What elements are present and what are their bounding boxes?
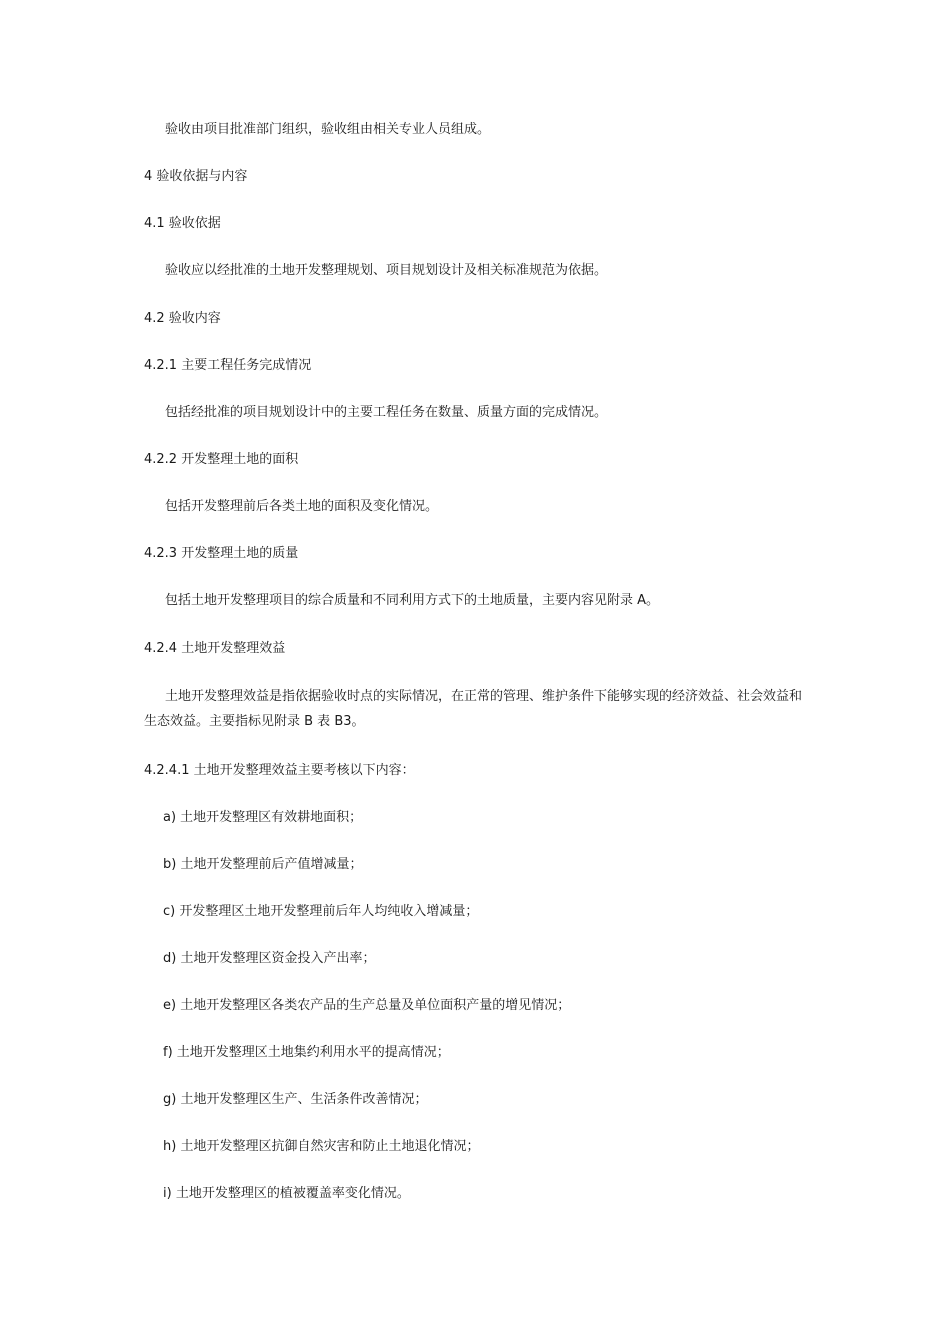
section-4-2-4-heading: 4.2.4 土地开发整理效益 xyxy=(144,641,286,656)
list-item-f: f) 土地开发整理区土地集约利用水平的提高情况； xyxy=(163,1045,450,1060)
list-item-e: e) 土地开发整理区各类农产品的生产总量及单位面积产量的增见情况； xyxy=(163,998,571,1013)
section-4-2-1-heading: 4.2.1 主要工程任务完成情况 xyxy=(144,358,312,373)
section-4-2-heading: 4.2 验收内容 xyxy=(144,311,221,326)
list-item-g: g) 土地开发整理区生产、生活条件改善情况； xyxy=(163,1092,428,1107)
intro-paragraph: 验收由项目批准部门组织，验收组由相关专业人员组成。 xyxy=(165,122,491,137)
section-4-2-4-paragraph: 土地开发整理效益是指依据验收时点的实际情况，在正常的管理、维护条件下能够实现的经济效益、社会效益和生态效益。主要指标见附录 B 表 B3。 xyxy=(144,689,803,729)
section-4-heading: 4 验收依据与内容 xyxy=(144,169,248,184)
list-item-a: a) 土地开发整理区有效耕地面积； xyxy=(163,810,363,825)
section-4-2-3-paragraph: 包括土地开发整理项目的综合质量和不同利用方式下的土地质量，主要内容见附录 A。 xyxy=(165,593,660,608)
section-4-2-3-heading: 4.2.3 开发整理土地的质量 xyxy=(144,546,299,561)
section-4-2-2-heading: 4.2.2 开发整理土地的面积 xyxy=(144,452,299,467)
list-item-h: h) 土地开发整理区抗御自然灾害和防止土地退化情况； xyxy=(163,1139,480,1154)
section-4-2-2-paragraph: 包括开发整理前后各类土地的面积及变化情况。 xyxy=(165,499,439,514)
section-4-2-4-1-heading: 4.2.4.1 土地开发整理效益主要考核以下内容： xyxy=(144,763,415,778)
list-item-d: d) 土地开发整理区资金投入产出率； xyxy=(163,951,376,966)
list-item-c: c) 开发整理区土地开发整理前后年人均纯收入增减量； xyxy=(163,904,479,919)
section-4-1-heading: 4.1 验收依据 xyxy=(144,216,221,231)
section-4-1-paragraph: 验收应以经批准的土地开发整理规划、项目规划设计及相关标准规范为依据。 xyxy=(165,263,608,278)
list-item-i: i) 土地开发整理区的植被覆盖率变化情况。 xyxy=(163,1186,410,1201)
section-4-2-1-paragraph: 包括经批准的项目规划设计中的主要工程任务在数量、质量方面的完成情况。 xyxy=(165,405,608,420)
list-item-b: b) 土地开发整理前后产值增减量； xyxy=(163,857,363,872)
